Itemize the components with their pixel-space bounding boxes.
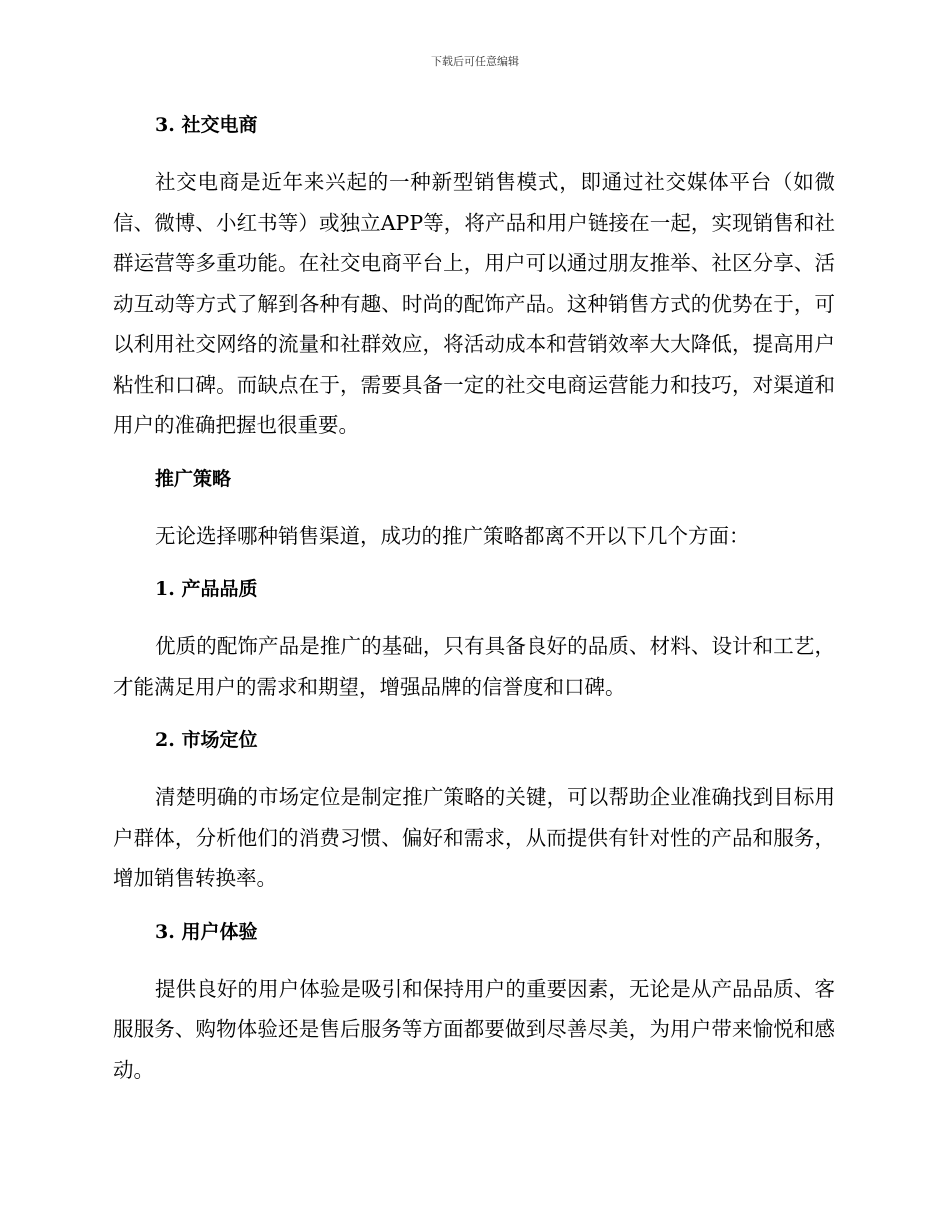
spacer [113, 140, 835, 162]
paragraph-product-quality: 优质的配饰产品是推广的基础，只有具备良好的品质、材料、设计和工艺，才能满足用户的需求和期望，增强品牌的信誉度和口碑。 [113, 634, 835, 699]
spacer [113, 446, 835, 464]
paragraph-social-ecommerce: 社交电商是近年来兴起的一种新型销售模式，即通过社交媒体平台（如微信、微博、小红书等）或独立APP等，将产品和用户链接在一起，实现销售和社群运营等多重功能。在社交电商平台上，用户可以通过朋友推举、社区分享、活动互动等方式了解到各种有趣、时尚的配饰产品。这种销售方式的优势在于，可以利用社交网络的流量和社群效应，将活动成本和营销效率大大降低，提高用户粘性和口碑。而缺点在于，需要具备一定的社交电商运营能力和技巧，对渠道和用户的准确把握也很重要。 [113, 170, 835, 437]
spacer [113, 604, 835, 626]
heading-social-ecommerce: 3. 社交电商 [155, 114, 258, 136]
spacer [113, 707, 835, 725]
paragraph-promotion-strategy: 无论选择哪种销售渠道，成功的推广策略都离不开以下几个方面： [155, 523, 750, 548]
page-header-note: 下载后可任意编辑 [431, 55, 519, 68]
heading-product-quality: 1. 产品品质 [155, 578, 258, 600]
spacer [113, 494, 835, 516]
paragraph-market-positioning: 清楚明确的市场定位是制定推广策略的关键，可以帮助企业准确找到目标用户群体，分析他们的消费习惯、偏好和需求，从而提供有针对性的产品和服务，增加销售转换率。 [113, 785, 835, 890]
spacer [113, 947, 835, 969]
paragraph-user-experience: 提供良好的用户体验是吸引和保持用户的重要因素，无论是从产品品质、客服服务、购物体验还是售后服务等方面都要做到尽善尽美，为用户带来愉悦和感动。 [113, 976, 835, 1082]
heading-promotion-strategy: 推广策略 [155, 467, 232, 490]
spacer [113, 556, 835, 574]
spacer [113, 755, 835, 777]
heading-market-positioning: 2. 市场定位 [155, 729, 258, 751]
document-body [113, 110, 835, 1090]
spacer [113, 899, 835, 917]
heading-user-experience: 3. 用户体验 [155, 920, 258, 943]
